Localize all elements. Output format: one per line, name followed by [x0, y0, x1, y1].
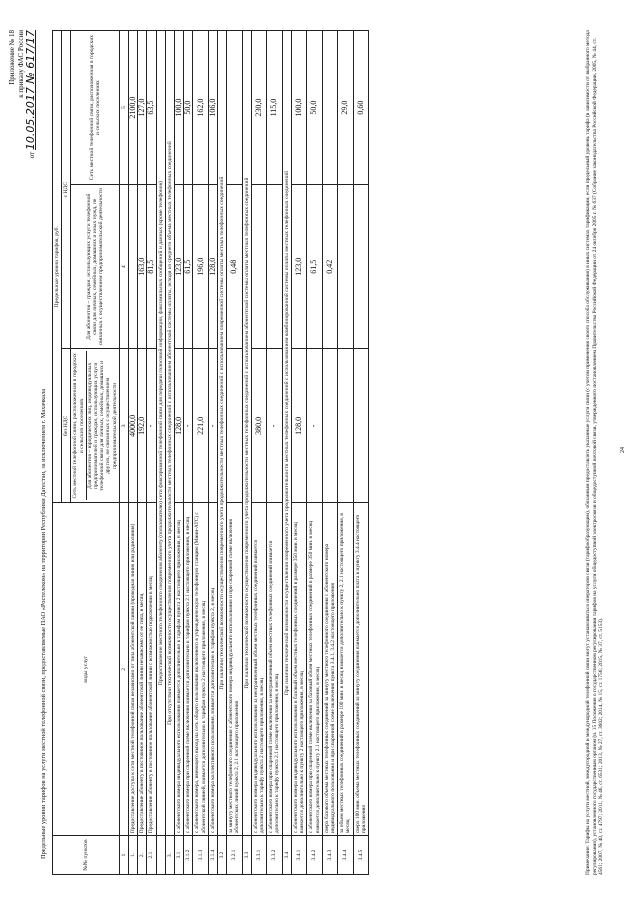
tariff-value-col5: 100,0	[291, 31, 306, 185]
tariff-value-col3: -	[184, 349, 193, 503]
row-number: 3.4	[282, 836, 291, 875]
idx-4: 4	[119, 185, 128, 349]
document-title: Предельные уровни тарифов на услуги местной телефонной связи, предоставляемые ПАО «Ростелеком» на территории Республики Дагестан, за исключением г. Махачкала	[40, 388, 47, 859]
section-heading: Предоставление местного телефонного соединения абоненту (пользователю) сети фиксированной телефонной связи для передачи голосовой информации, факсимильных сообщений и данных (кроме телефонов)	[156, 31, 165, 836]
row-number: 3.1.4	[208, 836, 217, 875]
table-row	[353, 31, 368, 875]
service-description: Предоставление доступа к сети местной телефонной связи независимо от типа абонентской линии (проводная линия или радиолиния)	[129, 503, 138, 836]
tariff-value-col3: -	[307, 349, 322, 503]
service-description: Предоставление абоненту в постоянное пользование абонентской линии независимо от ее типа, в месяц	[138, 503, 147, 836]
table-row	[193, 31, 208, 875]
table-row	[242, 31, 251, 875]
tariff-value-col4: 163,0	[138, 185, 147, 349]
tariff-value-col5: 63,5	[147, 31, 156, 185]
service-description: сверх 100 мин. объема местных телефонных соединений за минуту соединения взимается дополнительно плата к пункту 3.4.4 настоящего приложения	[353, 503, 368, 836]
tariff-value-col4	[251, 185, 266, 349]
service-description: с абонентского номера индивидуального использования за неограниченный объем местных телефонных соединений взимается дополнительно к тарифу пункта 2 настоящего приложения, в месяц	[251, 503, 266, 836]
tariff-value-col4: 123,0	[291, 185, 306, 349]
order-line: к приказу ФАС России	[17, 30, 25, 98]
row-number: 3.	[165, 836, 174, 875]
row-number	[156, 836, 165, 875]
tariff-value-col3	[322, 349, 337, 503]
tariff-value-col5: 0,60	[353, 31, 368, 185]
table-row	[322, 31, 337, 875]
handwritten-date: 10.05.2017 № 617/17	[24, 30, 37, 151]
subheader-d: Сеть местной телефонной связи, расположенная в городских и сельских поселениях	[71, 31, 119, 185]
tariff-value-col3: -	[267, 349, 282, 503]
row-number: 3.2.1	[227, 836, 242, 875]
table-row	[282, 31, 291, 875]
tariff-value-col5: 100,0	[175, 31, 184, 185]
row-number: 1.	[129, 836, 138, 875]
tariff-value-col4: 128,0	[208, 185, 217, 349]
tariff-value-col5: 50,0	[307, 31, 322, 185]
footnote: Примечание: Тарифы на услуги местной, междугородной и международной телефонной связи могут устанавливаться оператором связи (тарифообразующим), обязанным предоставлять указанные услуги связи (с учетом применения своего способа обслуживания) в иных системах тарификации, если предельный уровень тарифа (в зависимости от выбранного метода регулирования), установленного государственным органом (п. 15 Положения о государственном регулировании тарифов на услуги общедоступной электросвязи и общедоступной почтовой связи, утвержденного постановлением Правительства Российской Федерации от 24 октября 2005 г. № 637 (Собрание законодательства Российской Федерации, 2005, № 44, ст. 4561; 2007, № 40, ст. 4797; 2011, № 46, ст. 6531; 2013, № 27, ст. 3602; 2014, № 15, ст. 1756; 2015, № 37, ст. 5153).	[585, 30, 604, 875]
tariff-value-col4: 196,0	[193, 185, 208, 349]
tariff-value-col4: 61,5	[184, 185, 193, 349]
row-number: 3.4.3	[322, 836, 337, 875]
tariff-value-col5: 106,0	[208, 31, 217, 185]
service-description: за минуту местного телефонного соединения с абонентского номера индивидуального использования и при спаренной схеме включения абонентских линий пункта 2, 2.1 настоящего приложения	[227, 503, 242, 836]
table-row	[307, 31, 322, 875]
tariff-value-col4: 81,5	[147, 185, 156, 349]
tariff-value-col3: 380,0	[251, 349, 266, 503]
idx-2: 2	[119, 503, 128, 836]
tariff-value-col3	[353, 349, 368, 503]
document-header	[8, 30, 37, 158]
tariff-value-col4: 0,42	[322, 185, 337, 349]
row-number: 3.3.2	[267, 836, 282, 875]
service-description: с абонентского номера индивидуального использования взимается дополнительно к тарифам пункта 2 настоящего приложения, в месяц	[175, 503, 184, 836]
row-number: 2.	[138, 836, 147, 875]
service-description: за объем местных телефонных соединений в размере 100 мин. в месяц взимается дополнительно к пункту 2, 2.1 настоящего приложения, в месяц	[338, 503, 353, 836]
idx-3: 3	[119, 349, 128, 503]
tariff-value-col5: 162,0	[193, 31, 208, 185]
tariff-value-col3	[338, 349, 353, 503]
tariff-value-col5: 2100,0	[129, 31, 138, 185]
tariff-table	[52, 30, 369, 875]
date-prefix: от	[28, 151, 36, 159]
tariff-value-col5	[322, 31, 337, 185]
row-number: 3.1	[175, 836, 184, 875]
section-heading: При наличии технической возможности осуществления повременного учета продолжительности местных телефонных соединений с использованием абонентской системы оплаты местных телефонных соединений	[242, 31, 251, 836]
tariff-value-col4	[338, 185, 353, 349]
service-description: Предоставление абоненту в постоянное пользование абонентской линии с возможностью подключения в месяц	[147, 503, 156, 836]
table-row	[251, 31, 266, 875]
tariff-value-col3: 192,0	[138, 349, 147, 503]
table-row	[156, 31, 165, 875]
table-row	[267, 31, 282, 875]
section-heading: При наличии технической возможности осуществления повременного учета продолжительности местных телефонных соединений с использованием комбинированной системы оплаты местных телефонных соединений	[282, 31, 291, 836]
tariff-value-col4	[267, 185, 282, 349]
idx-5: 5	[119, 31, 128, 185]
table-row	[184, 31, 193, 875]
section-heading: При наличии технической возможности осуществления повременного учета продолжительности местных телефонных соединений с использованием повременной системы оплаты местных телефонных соединений	[218, 31, 227, 836]
tariff-value-col4	[353, 185, 368, 349]
col-levels-header: Предельные уровни тарифов, руб.	[53, 31, 62, 503]
service-description: сверх базового объема местных телефонных соединений за минуту местного телефонного соединения с абонентского номера индивидуального пользования и при спаренной схеме включения пункта 3.4.1, 3.4.2 настоящего приложения	[322, 503, 337, 836]
subheader-b: Для абонентов – граждан, использующих услуги телефонной связи для личных, семейных, домашних и иных нужд, не связанных с осуществлением предпринимательской деятельности	[71, 185, 119, 349]
col-service-header: виды услуг	[53, 503, 120, 836]
table-row	[227, 31, 242, 875]
service-description: с абонентского номера при спаренной схеме включения за неограниченный объем местных телефонных соединений взимается дополнительно к тарифу пункта 2.1 настоящего приложения, в месяц	[267, 503, 282, 836]
service-description: с абонентского номера при спаренной схеме включения взимается дополнительно к тарифам пункта 2.1 настоящего приложения, в месяц	[184, 503, 193, 836]
with-vat-header: с НДС	[62, 31, 71, 349]
service-description: с абонентского номера, имеющего выход на сеть общего пользования включенного в учрежденческую телефонную станцию (Мини-АТС) с абонентской линией, взимается дополнительно к тарифам пункта 2 настоящего приложения, в месяц	[193, 503, 208, 836]
tariff-value-col5	[227, 31, 242, 185]
table-row	[147, 31, 156, 875]
table-row	[175, 31, 184, 875]
row-number: 3.3.1	[251, 836, 266, 875]
table-row	[338, 31, 353, 875]
service-description: с абонентского номера при спаренной схеме включения за базовый объем местных телефонных соединений в размере 350 мин. в месяц взимается дополнительно к пункту 2.1 настоящего приложения, в месяц	[307, 503, 322, 836]
row-number: 3.1.2	[184, 836, 193, 875]
tariff-value-col4: 0,48	[227, 185, 242, 349]
table-row	[138, 31, 147, 875]
table-row	[129, 31, 138, 875]
tariff-value-col5: 127,0	[138, 31, 147, 185]
tariff-value-col3: 221,0	[193, 349, 208, 503]
tariff-value-col5: 115,0	[267, 31, 282, 185]
tariff-value-col3: 128,0	[175, 349, 184, 503]
tariff-value-col3: 128,0	[291, 349, 306, 503]
section-heading: При отсутствии технической возможности осуществления повременного учета продолжительности местных телефонных соединений с использованием абонентской системы оплаты, исходя из среднего объема местных телефонных соединений	[165, 31, 174, 836]
subheader-a: Сеть местной телефонной связи, расположенная в городских и сельских поселениях Для абонентов – юридических лиц, индивидуальных предпринимателей и граждан, использующих услуги телефонной связи для личных, семейных, домашних и других, не связанных с осуществлением предпринимательской деятельности	[71, 349, 119, 503]
service-description: с абонентского номера индивидуального использования в базовый объем местных телефонных соединений в размере 350 мин. в месяц взимается дополнительно к пункту 2 настоящего приложения, в месяц	[291, 503, 306, 836]
tariff-value-col4: 61,5	[307, 185, 322, 349]
row-number: 3.2	[218, 836, 227, 875]
tariff-value-col5: 29,0	[338, 31, 353, 185]
service-description: с абонентского номера коллективного пользования, взимается дополнительно к тарифам пункта 2, в месяц	[208, 503, 217, 836]
idx-1: 1	[119, 836, 128, 875]
page-number: 24	[620, 447, 626, 453]
row-number: 3.4.1	[291, 836, 306, 875]
row-number: 3.1.3	[193, 836, 208, 875]
row-number: 2.1	[147, 836, 156, 875]
table-row	[165, 31, 174, 875]
appendix-label: Приложение № 18	[8, 30, 16, 85]
tariff-value-col5: 50,0	[184, 31, 193, 185]
no-vat-header: без НДС	[62, 349, 71, 503]
tariff-value-col5: 230,0	[251, 31, 266, 185]
tariff-value-col3	[227, 349, 242, 503]
row-number: 3.3	[242, 836, 251, 875]
col-number-header: №№ пунктов	[53, 836, 120, 875]
tariff-value-col4: 123,0	[175, 185, 184, 349]
row-number: 3.4.4	[338, 836, 353, 875]
tariff-value-col3: -	[208, 349, 217, 503]
row-number: 3.4.5	[353, 836, 368, 875]
row-number: 3.4.2	[307, 836, 322, 875]
tariff-value-col3: 4000,0	[129, 349, 138, 503]
table-row	[291, 31, 306, 875]
table-row	[218, 31, 227, 875]
tariff-value-col3: -	[147, 349, 156, 503]
table-row	[208, 31, 217, 875]
